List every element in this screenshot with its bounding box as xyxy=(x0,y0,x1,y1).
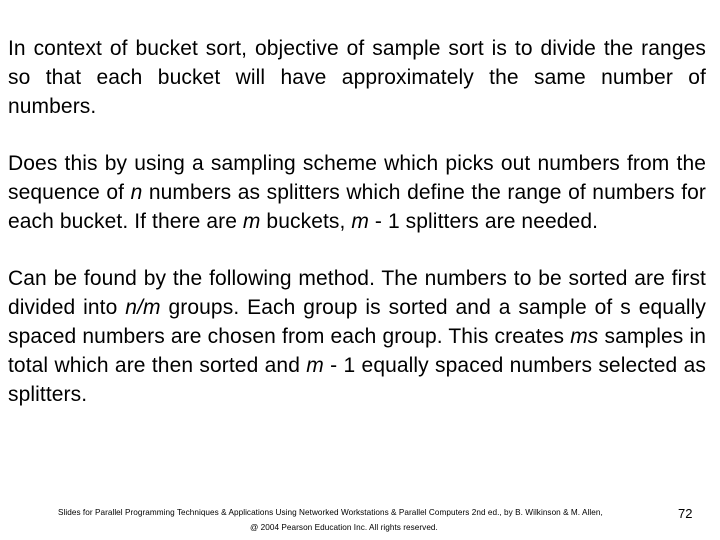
text-segment: In context of bucket sort, objective of sample sort is to divide the ranges so that each bucket will have approximately the same number of numbers. xyxy=(8,37,706,118)
italic-variable: n xyxy=(130,181,143,204)
italic-variable: n/m xyxy=(125,296,161,319)
page-number: 72 xyxy=(678,506,693,521)
italic-variable: ms xyxy=(570,325,599,348)
text-segment: Does this by using a sampling scheme which picks out numbers from the sequence of xyxy=(8,152,706,204)
italic-variable: m xyxy=(306,354,324,377)
italic-variable: m xyxy=(351,210,369,233)
text-segment: Can be found by the following method. The numbers to be sorted are first divided into xyxy=(8,267,706,319)
text-segment: numbers as splitters which define the range of numbers for each bucket. If there are xyxy=(8,181,706,233)
slide-body xyxy=(8,34,706,437)
paragraph-2 xyxy=(8,149,706,236)
text-segment: samples in total which are then sorted and xyxy=(8,325,706,377)
paragraph-1 xyxy=(8,34,706,121)
text-segment: - 1 splitters are needed. xyxy=(368,210,599,233)
paragraph-3 xyxy=(8,264,706,409)
footer-copyright: @ 2004 Pearson Education Inc. All rights reserved. xyxy=(250,523,438,532)
text-segment: buckets, xyxy=(260,210,352,233)
text-segment: groups. Each group is sorted and a sample of s equally spaced numbers are chosen from each group. This creates xyxy=(8,296,706,348)
text-segment: - 1 equally spaced numbers selected as splitters. xyxy=(8,354,706,406)
footer-credit: Slides for Parallel Programming Techniques & Applications Using Networked Workstations & Parallel Computers 2nd ed., by B. Wilkinson & M. Allen, xyxy=(58,508,603,517)
italic-variable: m xyxy=(242,210,261,233)
